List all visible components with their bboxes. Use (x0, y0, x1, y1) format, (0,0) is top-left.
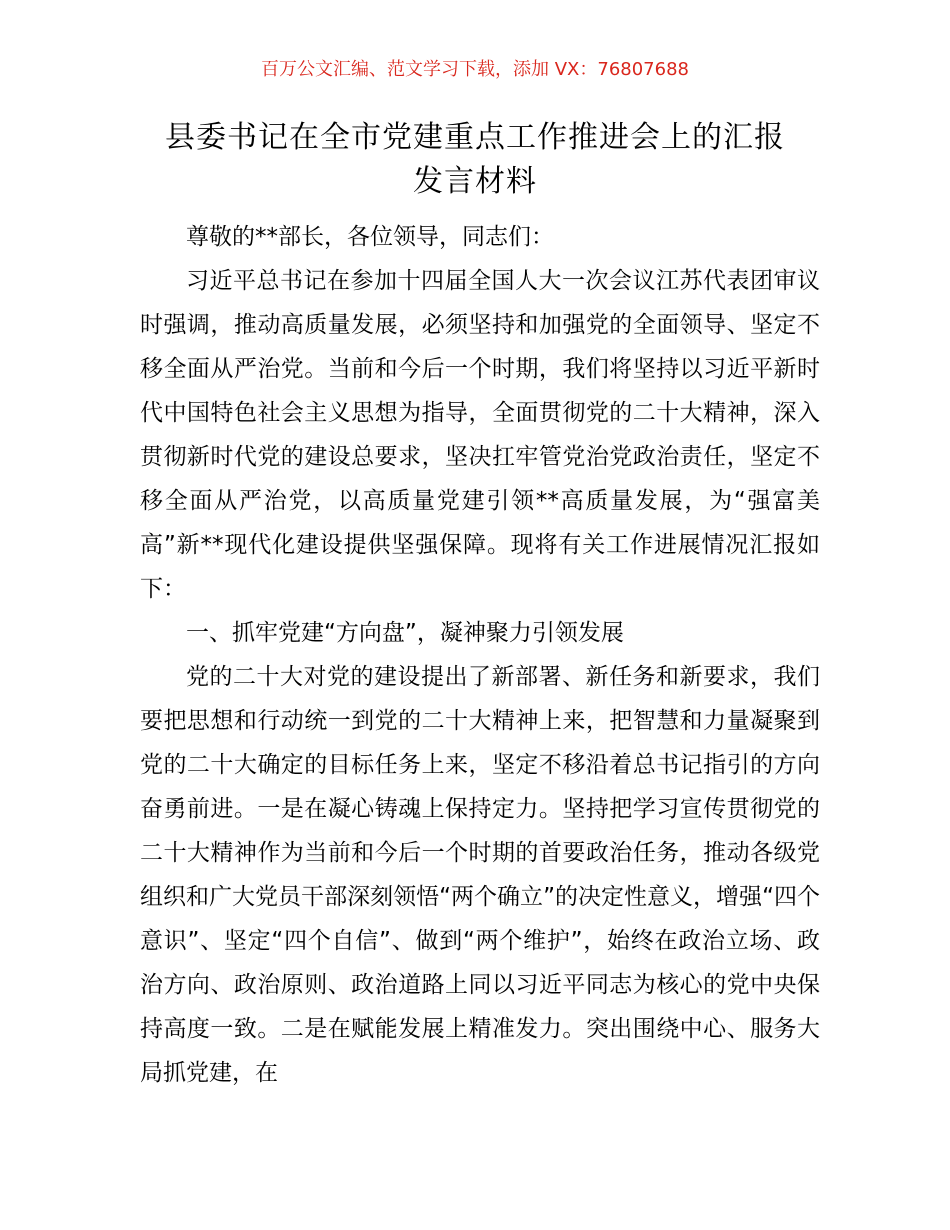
section-heading-1: 一、抓牢党建“方向盘”，凝神聚力引领发展 (186, 620, 624, 646)
paragraph-intro: 习近平总书记在参加十四届全国人大一次会议江苏代表团审议时强调，推动高质量发展，必须坚持和加强党的全面领导、坚定不移全面从严治党。当前和今后一个时期，我们将坚持以习近平新时代中国特色社会主义思想为指导，全面贯彻党的二十大精神，深入贯彻新时代党的建设总要求，坚决扛牢管党治党政治责任，坚定不移全面从严治党，以高质量党建引领**高质量发展，为“强富美高”新**现代化建设提供坚强保障。现将有关工作进展情况汇报如下： (140, 268, 820, 602)
paragraph-section-1: 党的二十大对党的建设提出了新部署、新任务和新要求，我们要把思想和行动统一到党的二十大精神上来，把智慧和力量凝聚到党的二十大确定的目标任务上来，坚定不移沿着总书记指引的方向奋勇前进。一是在凝心铸魂上保持定力。坚持把学习宣传贯彻党的二十大精神作为当前和今后一个时期的首要政治任务，推动各级党组织和广大党员干部深刻领悟“两个确立”的决定性意义，增强“四个意识”、坚定“四个自信”、做到“两个维护”，始终在政治立场、政治方向、政治原则、政治道路上同以习近平同志为核心的党中央保持高度一致。二是在赋能发展上精准发力。突出围绕中心、服务大局抓党建，在 (140, 664, 820, 1086)
document-body (140, 215, 820, 1095)
salutation: 尊敬的**部长，各位领导，同志们： (186, 224, 554, 250)
document-title-line-1: 县委书记在全市党建重点工作推进会上的汇报 (165, 120, 785, 155)
document-title-line-2: 发言材料 (413, 164, 537, 199)
watermark-header: 百万公文汇编、范文学习下载，添加 VX：76807688 (261, 59, 689, 80)
